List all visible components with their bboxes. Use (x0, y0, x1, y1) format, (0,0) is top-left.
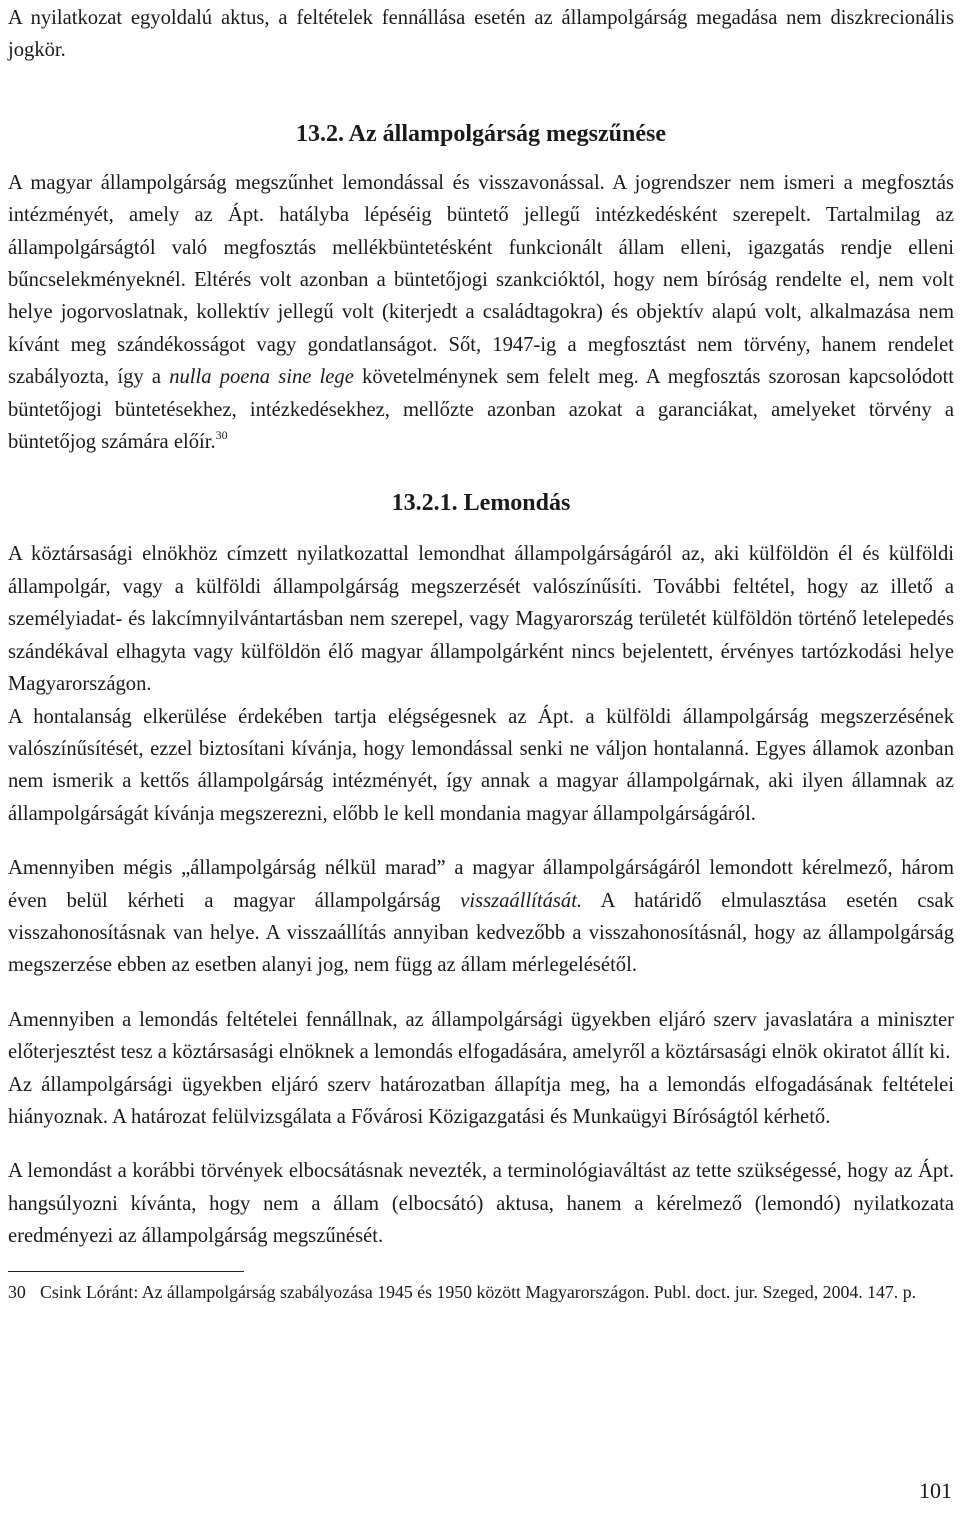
document-page (8, 0, 954, 1306)
paragraph-megszunes (8, 167, 954, 459)
paragraph-eljaras: Amennyiben a lemondás feltételei fennállnak, az állampolgársági ügyekben eljáró szerv javaslatára a miniszter előterjesztést tesz a köztársasági elnöknek a lemondás elfogadására, amelyről a köztársasági elnök okiratot állít ki. (8, 1008, 954, 1064)
paragraph-text: A magyar állampolgárság megszűnhet lemondással és visszavonással. A jogrendszer nem ismeri a megfosztás intézményét, amely az Ápt. hatályba lépéséig büntető jellegű intézkedésként szerepelt. Tartalmilag az állampolgárságtól való megfosztás mellékbüntetésként funkcionált állam elleni, igazgatás rendje elleni bűncselekményeknél. Eltérés volt azonban a büntetőjogi szankcióktól, hogy nem bíróság rendelte el, nem volt helye jogorvoslatnak, kollektív jellegű volt (kiterjedt a családtagokra) és objektív alapú volt, alkalmazása nem kívánt meg szándékosságot vagy gondatlanságot. Sőt, 1947-ig a megfosztást nem törvény, hanem rendelet szabályozta, így a (8, 171, 954, 389)
emphasis-term: visszaállítását. (460, 889, 583, 912)
paragraph-lemondas-conditions: A köztársasági elnökhöz címzett nyilatkozattal lemondhat állampolgárságáról az, aki külföldön él és külföldi állampolgár, vagy a külföldi állampolgárság megszerzését valószínűsíti. További feltétel, hogy az illető a személyiadat- és lakcímnyilvántartásban nem szerepel, vagy Magyarország területét külföldön történő letelepedés szándékával elhagyta vagy külföldön élő magyar állampolgárként nincs bejelentett, érvényes tartózkodási helye Magyarországon. (8, 543, 954, 696)
paragraph-visszaallitas (8, 852, 954, 982)
intro-paragraph: A nyilatkozat egyoldalú aktus, a feltételek fennállása esetén az állampolgárság megadása nem diszkrecionális jogkör. (8, 7, 954, 62)
footnote-number: 30 (8, 1281, 26, 1302)
latin-phrase: nulla poena sine lege (169, 366, 354, 389)
footnote-ref[interactable]: 30 (215, 428, 228, 443)
paragraph-text: Amennyiben mégis „állampolgárság nélkül marad” a magyar állampolgárságáról lemondott kérelmező, három éven belül kérheti a magyar állampolgárság (8, 857, 954, 912)
footnote (8, 1278, 954, 1306)
paragraph-text-continued: követelménynek sem felelt meg. A megfosztás szorosan kapcsolódott büntetőjogi büntetésekhez, intézkedésekhez, mellőzte azonban azokat a garanciákat, amelyeket törvény a büntetőjog számára előír. (8, 366, 955, 454)
subsection-title: 13.2.1. Lemondás (391, 490, 571, 517)
footnote-divider (8, 1271, 244, 1272)
paragraph-hontalansag: A hontalanság elkerülése érdekében tartja elégségesnek az Ápt. a külföldi állampolgárság megszerzésének valószínűsítését, ezzel biztosítani kívánja, hogy lemondással senki ne váljon hontalanná. Egyes államok azonban nem ismerik a kettős állampolgárság intézményét, így annak a magyar állampolgárnak, aki ilyen államnak az állampolgárságát kívánja megszerezni, előbb le kell mondania magyar állampolgárságáról. (8, 705, 954, 825)
section-title: 13.2. Az állampolgárság megszűnése (296, 120, 666, 147)
page-number: 101 (919, 1478, 952, 1503)
paragraph-terminologia: A lemondást a korábbi törvények elbocsátásnak nevezték, a terminológiaváltást az tette szükségessé, hogy az Ápt. hangsúlyozni kívánta, hogy nem a állam (elbocsátó) aktusa, hanem a kérelmező (lemondó) nyilatkozata eredményezi az állampolgárság megszűnését. (8, 1160, 954, 1248)
paragraph-text-continued: A határidő elmulasztása esetén csak visszahonosításnak van helye. A visszaállítás annyiban kedvezőbb a visszahonosításnál, hogy az állampolgárság megszerzése ebben az esetben alanyi jog, nem függ az állam mérlegelésétől. (8, 889, 954, 977)
footnote-text: Csink Lóránt: Az állampolgárság szabályozása 1945 és 1950 között Magyarországon. Publ. doct. jur. Szeged, 2004. 147. p. (40, 1281, 917, 1302)
paragraph-hatarozat: Az állampolgársági ügyekben eljáró szerv határozatban állapítja meg, ha a lemondás elfogadásának feltételei hiányoznak. A határozat felülvizsgálata a Fővárosi Közigazgatási és Munkaügyi Bíróságtól kérhető. (8, 1073, 954, 1128)
